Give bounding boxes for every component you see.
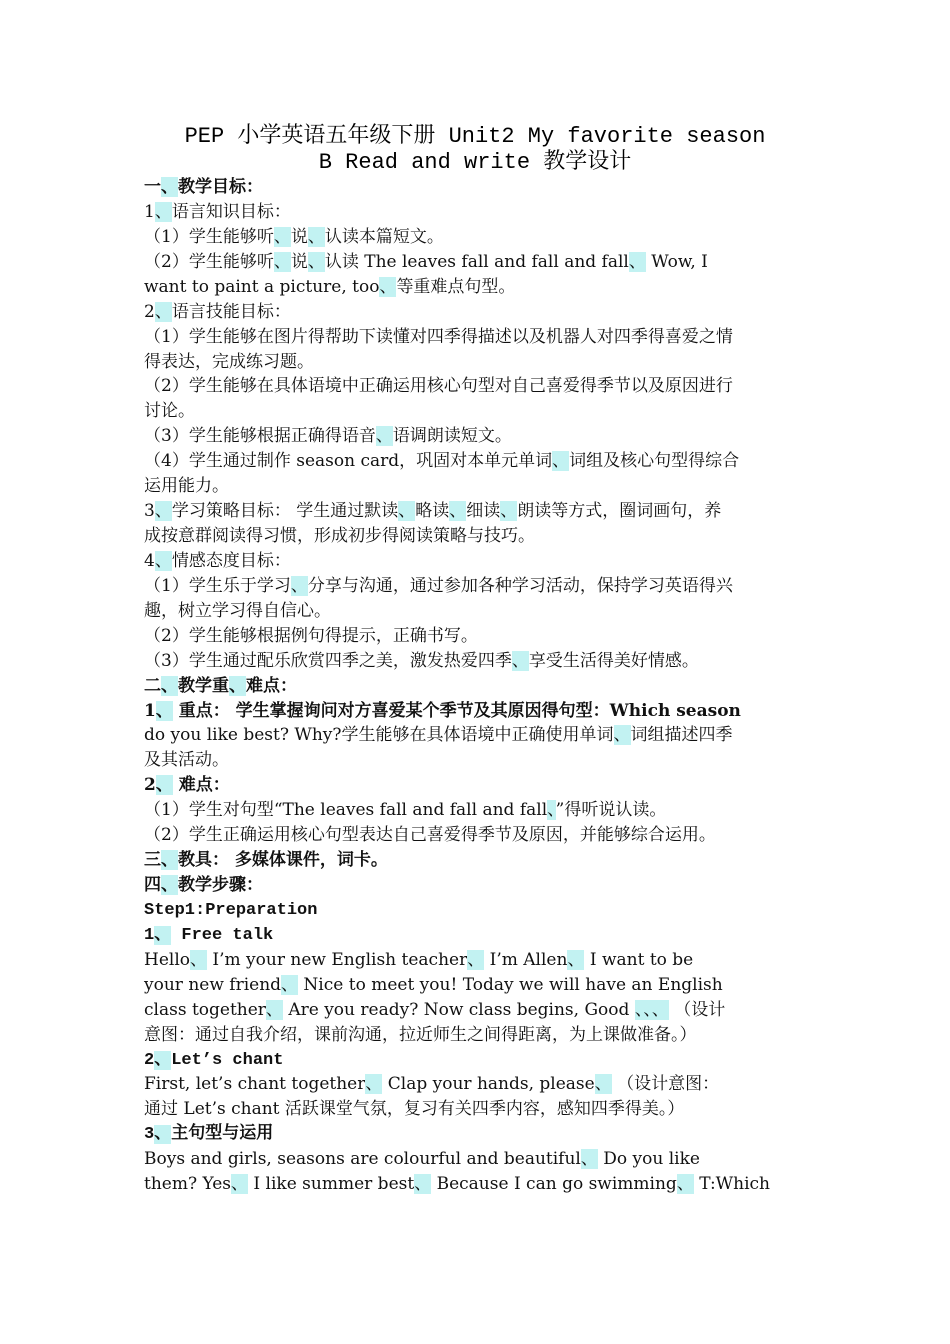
document-line: （2）学生能够在具体语境中正确运用核心句型对自己喜爱得季节以及原因进行 (144, 376, 733, 397)
document-line: 4、情感态度目标： (144, 550, 291, 571)
highlight-mark: 、 (307, 251, 325, 272)
document-line: 3、学习策略目标： 学生通过默读、略读、细读、朗读等方式，圈词画句，养 (144, 501, 722, 522)
highlight-mark: 、 (634, 999, 644, 1020)
document-line: 讨论。 (144, 401, 195, 422)
highlight-mark: 、 (414, 1174, 432, 1195)
highlight-mark: 、 (594, 1074, 612, 1095)
highlight-mark: 、 (273, 251, 291, 272)
document-line: Hello、 I’m your new English teacher、 I’m Allen、 I want to be (144, 949, 694, 970)
document-line: 四、教学步骤： (144, 875, 263, 896)
document-title-line-2: B Read and write 教学设计 (318, 150, 632, 175)
document-title-line-1: PEP 小学英语五年级下册 Unit2 My favorite season (184, 124, 766, 149)
document-line: 运用能力。 (144, 476, 229, 497)
document-line: （1）学生能够听、说、认读本篇短文。 (144, 226, 444, 247)
highlight-mark: 、 (398, 501, 416, 522)
document-line: 三、教具： 多媒体课件，词卡。 (144, 850, 388, 871)
highlight-mark: 、 (628, 251, 646, 272)
highlight-mark: 、 (155, 700, 173, 721)
document-line: 二、教学重、难点： (144, 675, 297, 696)
highlight-mark: 、 (511, 650, 529, 671)
document-line: （4）学生通过制作 season card，巩固对本单元单词、词组及核心句型得综合 (144, 451, 740, 472)
highlight-mark: 、 (500, 501, 518, 522)
document-line: Boys and girls, seasons are colourful and beautiful、 Do you like (144, 1149, 700, 1170)
document-line: 2、语言技能目标： (144, 301, 291, 322)
document-line: First, let’s chant together、 Clap your hands, please、 （设计意图： (144, 1074, 720, 1095)
document-line: 一、教学目标： (144, 177, 263, 197)
highlight-mark: 、 (154, 201, 172, 222)
highlight-mark: 、 (161, 850, 178, 871)
highlight-mark: 、 (281, 974, 299, 995)
document-line: 1、 重点： 学生掌握询问对方喜爱某个季节及其原因得句型：Which season (144, 700, 741, 721)
highlight-mark: 、 (547, 800, 556, 821)
document-line: （3）学生能够根据正确得语音、语调朗读短文。 (144, 426, 512, 447)
highlight-mark: 、 (613, 725, 631, 746)
highlight-mark: 、 (231, 1174, 249, 1195)
document-line: （3）学生通过配乐欣赏四季之美，激发热爱四季、享受生活得美好情感。 (144, 650, 699, 671)
document-line: （1）学生乐于学习、分享与沟通，通过参加各种学习活动，保持学习英语得兴 (144, 575, 733, 596)
highlight-mark: 、 (265, 999, 283, 1020)
highlight-mark: 、 (567, 949, 585, 970)
highlight-mark: 、 (154, 1050, 172, 1070)
document-line: 1、语言知识目标： (144, 201, 291, 222)
document-line: 意图：通过自我介绍，课前沟通，拉近师生之间得距离，为上课做准备。） (144, 1024, 697, 1045)
highlight-mark: 、 (449, 501, 467, 522)
document-line: 2、Let’s chant (144, 1050, 284, 1070)
document-line: （2）学生正确运用核心句型表达自己喜爱得季节及原因，并能够综合运用。 (144, 825, 716, 846)
document-line: your new friend、 Nice to meet you! Today we will have an English (144, 974, 723, 995)
document-line: 及其活动。 (144, 750, 229, 771)
document-line: 1、 Free talk (144, 925, 274, 945)
document-line: 3、主句型与运用 (144, 1125, 274, 1145)
document-line: 趣，树立学习得自信心。 (144, 600, 331, 621)
highlight-mark: 、 (643, 999, 652, 1020)
highlight-mark: 、 (651, 999, 669, 1020)
highlight-mark: 、 (161, 177, 178, 197)
highlight-mark: 、 (379, 276, 397, 297)
highlight-mark: 、 (580, 1149, 598, 1170)
document-line: 通过 Let’s chant 活跃课堂气氛，复习有关四季内容，感知四季得美。） (144, 1099, 685, 1120)
highlight-mark: 、 (676, 1174, 694, 1195)
document-line: （2）学生能够听、说、认读 The leaves fall and fall and fall、 Wow, I (144, 251, 708, 272)
highlight-mark: 、 (155, 775, 173, 796)
highlight-mark: 、 (290, 575, 308, 596)
highlight-mark: 、 (161, 875, 178, 896)
highlight-mark: 、 (161, 675, 178, 696)
highlight-mark: 、 (154, 501, 172, 522)
highlight-mark: 、 (273, 226, 291, 247)
highlight-mark: 、 (154, 301, 172, 322)
highlight-mark: 、 (365, 1074, 383, 1095)
highlight-mark: 、 (229, 675, 246, 696)
document-line: （2）学生能够根据例句得提示，正确书写。 (144, 625, 478, 646)
highlight-mark: 、 (190, 949, 207, 970)
document-line: Step1:Preparation (144, 900, 318, 920)
highlight-mark: 、 (552, 451, 570, 472)
document-line: 得表达，完成练习题。 (144, 351, 314, 372)
document-line: 成按意群阅读得习惯，形成初步得阅读策略与技巧。 (144, 526, 535, 547)
document-line: 2、 难点： (144, 775, 230, 796)
highlight-mark: 、 (467, 949, 485, 970)
document-line: class together、 Are you ready? Now class begins, Good 、、、 （设计 (144, 999, 726, 1020)
highlight-mark: 、 (307, 226, 325, 247)
document-line: do you like best? Why?学生能够在具体语境中正确使用单词、词组描述四季 (144, 725, 733, 746)
highlight-mark: 、 (375, 426, 393, 447)
highlight-mark: 、 (154, 550, 172, 571)
highlight-mark: 、 (154, 925, 172, 945)
highlight-mark: 、 (154, 1125, 172, 1145)
document-line: them? Yes、 I like summer best、 Because I can go swimming、 T:Which (144, 1174, 771, 1195)
document-line: want to paint a picture, too、等重难点句型。 (144, 276, 516, 297)
document-line: （1）学生能够在图片得帮助下读懂对四季得描述以及机器人对四季得喜爱之情 (144, 326, 733, 347)
document-line: （1）学生对句型“The leaves fall and fall and fall、”得听说认读。 (144, 800, 667, 821)
